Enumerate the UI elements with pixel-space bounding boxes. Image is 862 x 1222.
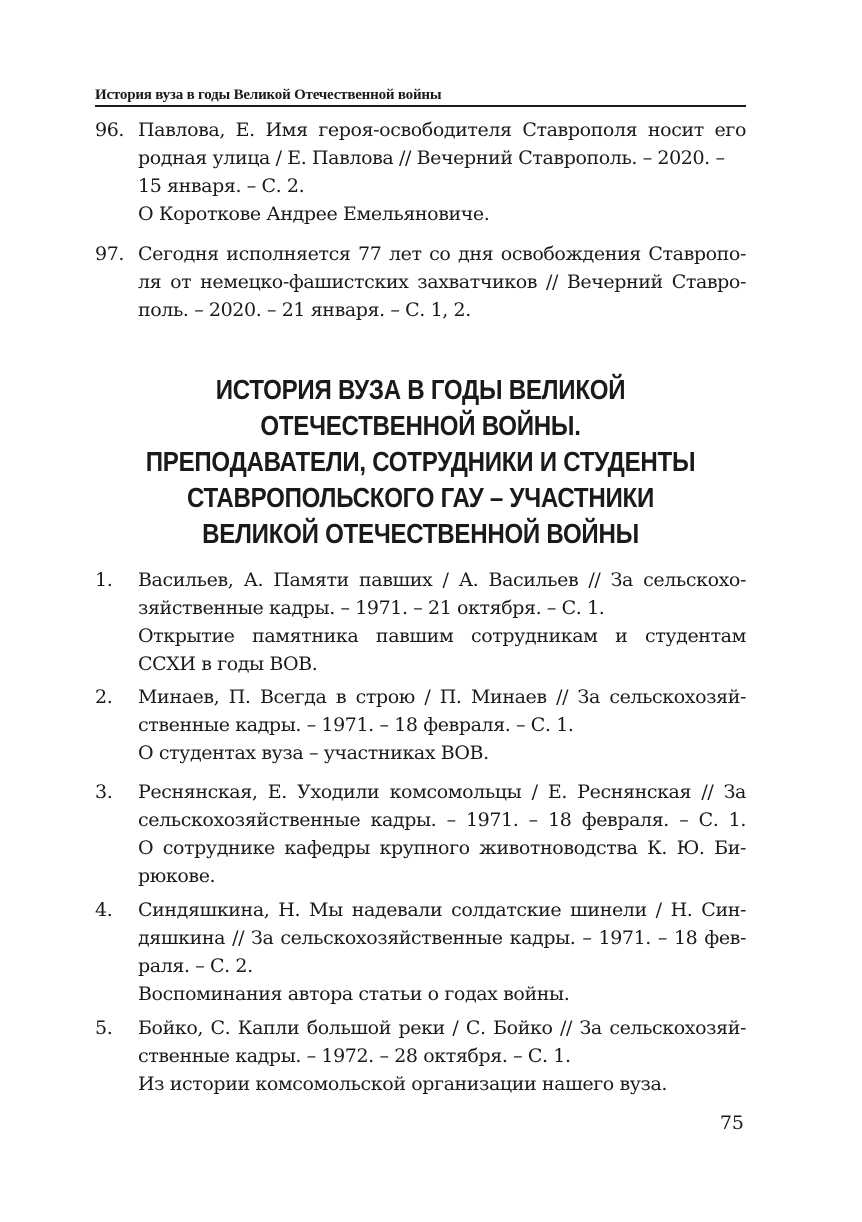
bibliography-entry-2: [95, 683, 746, 767]
entry-annotation: Воспоминания автора статьи о годах войны.: [138, 983, 570, 1005]
entry-annotation: рюкове.: [138, 865, 216, 887]
entry-line: поль. – 2020. – 21 января. – С. 1, 2.: [138, 299, 471, 321]
entry-number: 2.: [95, 686, 113, 708]
entry-line: Реснянская, Е. Уходили комсомольцы / Е. Реснянская // За: [138, 781, 746, 803]
section-heading-line: ПРЕПОДАВАТЕЛИ, СОТРУДНИКИ И СТУДЕНТЫ: [145, 446, 696, 477]
entry-line: Синдяшкина, Н. Мы надевали солдатские шинели / Н. Син-: [138, 899, 746, 921]
entry-annotation: О сотруднике кафедры крупного животноводства К. Ю. Би-: [138, 837, 746, 859]
entry-annotation: О студентах вуза – участниках ВОВ.: [138, 742, 489, 764]
entry-annotation: О Короткове Андрее Емельяновиче.: [138, 203, 490, 225]
entry-number: 97.: [95, 243, 125, 265]
entry-annotation: Открытие памятника павшим сотрудникам и студентам: [138, 625, 746, 647]
section-heading-line: ОТЕЧЕСТВЕННОЙ ВОЙНЫ.: [260, 410, 581, 441]
bibliography-entry-4: [95, 896, 746, 1008]
entry-line: ственные кадры. – 1972. – 28 октября. – С. 1.: [138, 1045, 571, 1067]
entry-number: 96.: [95, 119, 125, 141]
bibliography-entry-1: [95, 566, 746, 678]
bibliography-entry-97: [95, 240, 746, 324]
section-heading-line: ИСТОРИЯ ВУЗА В ГОДЫ ВЕЛИКОЙ: [215, 374, 626, 405]
entry-line: Бойко, С. Капли большой реки / С. Бойко // За сельскохозяй-: [138, 1017, 746, 1039]
entry-line: ля от немецко-фашистских захватчиков // Вечерний Ставро-: [138, 271, 746, 293]
section-heading-line: СТАВРОПОЛЬСКОГО ГАУ – УЧАСТНИКИ: [186, 482, 655, 513]
entry-text: [138, 683, 746, 767]
bibliography-entry-5: [95, 1014, 746, 1098]
section-heading: [141, 372, 701, 552]
section-heading-line: ВЕЛИКОЙ ОТЕЧЕСТВЕННОЙ ВОЙНЫ: [202, 518, 639, 549]
entry-line: Васильев, А. Памяти павших / А. Васильев // За сельскохо-: [138, 569, 746, 591]
entry-line: сельскохозяйственные кадры. – 1971. – 18 февраля. – С. 1.: [138, 809, 746, 831]
entry-number: 3.: [95, 781, 113, 803]
entry-line: дяшкина // За сельскохозяйственные кадры. – 1971. – 18 фев-: [138, 927, 746, 949]
running-header: История вуза в годы Великой Отечественной войны: [95, 86, 746, 107]
entry-number: 4.: [95, 899, 113, 921]
entry-line: ственные кадры. – 1971. – 18 февраля. – С. 1.: [138, 714, 574, 736]
entry-number: 5.: [95, 1017, 113, 1039]
entry-text: [138, 778, 746, 890]
entry-text: [138, 896, 746, 1008]
entry-text: [138, 566, 746, 678]
entry-text: [138, 1014, 746, 1098]
entry-line: родная улица / Е. Павлова // Вечерний Ставрополь. – 2020. –: [138, 147, 725, 169]
entry-annotation: Из истории комсомольской организации нашего вуза.: [138, 1073, 668, 1095]
entry-text: [138, 240, 746, 324]
entry-line: Павлова, Е. Имя героя-освободителя Ставрополя носит его: [138, 119, 746, 141]
entry-annotation: ССХИ в годы ВОВ.: [138, 653, 318, 675]
entry-line: 15 января. – С. 2.: [138, 175, 305, 197]
entry-line: Минаев, П. Всегда в строю / П. Минаев // За сельскохозяй-: [138, 686, 746, 708]
page-number: 75: [719, 1112, 744, 1134]
entry-line: раля. – С. 2.: [138, 955, 253, 977]
bibliography-entry-96: [95, 116, 746, 228]
entry-line: Сегодня исполняется 77 лет со дня освобождения Ставропо-: [138, 243, 746, 265]
bibliography-entry-3: [95, 778, 746, 890]
entry-number: 1.: [95, 569, 113, 591]
entry-text: [138, 116, 746, 228]
entry-line: зяйственные кадры. – 1971. – 21 октября. – С. 1.: [138, 597, 605, 619]
